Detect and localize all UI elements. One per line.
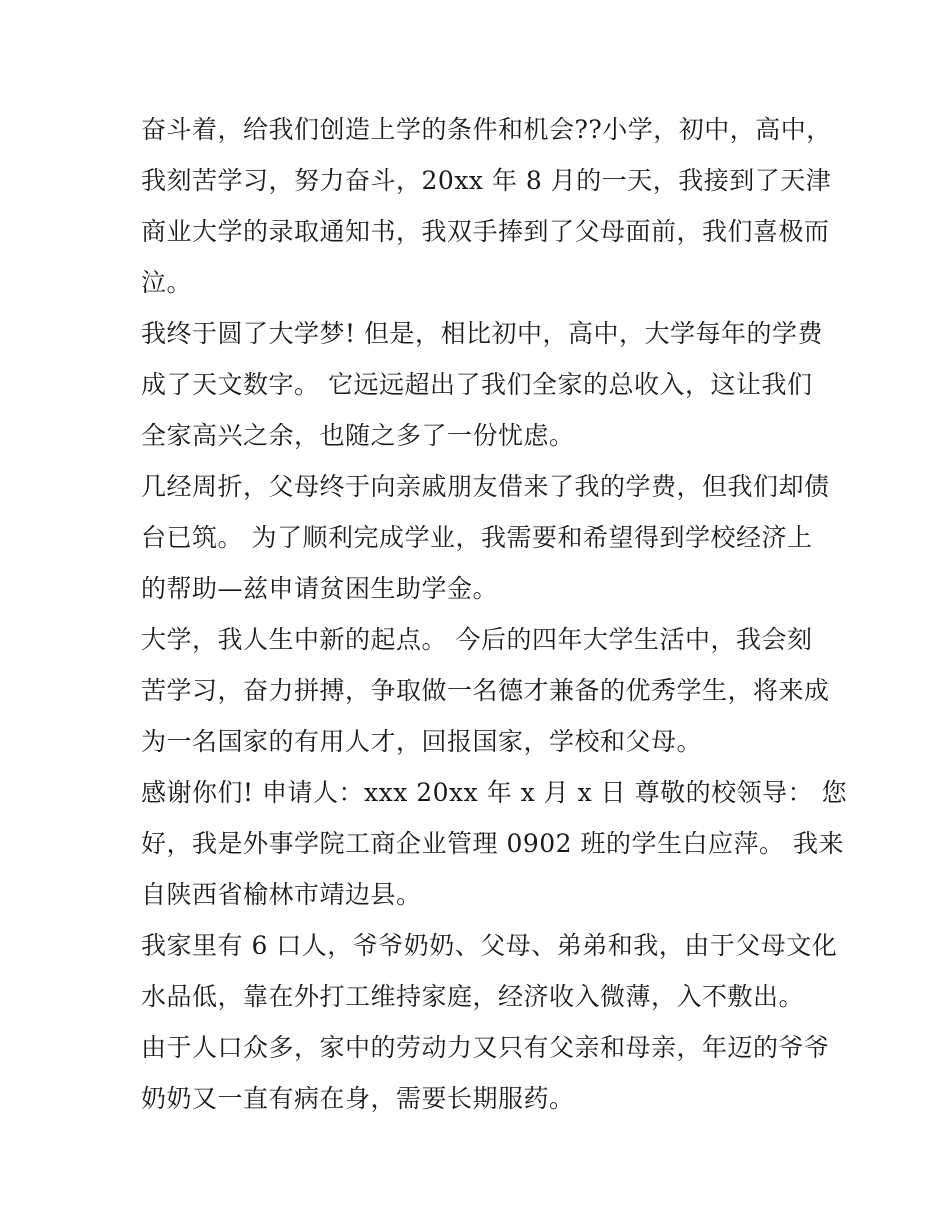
text-line: 成了天文数字。 它远远超出了我们全家的总收入，这让我们	[141, 370, 813, 399]
paragraph-5	[141, 767, 848, 920]
text-line: 大学，我人生中新的起点。 今后的四年大学生活中，我会刻	[141, 625, 813, 654]
text-line: 泣。	[141, 268, 193, 297]
text-line: 几经周折，父母终于向亲戚朋友借来了我的学费，但我们却债	[141, 472, 830, 501]
text-line: 感谢你们! 申请人：xxx 20xx 年 x 月 x 日 尊敬的校领导： 您	[141, 778, 848, 807]
text-line: 为一名国家的有用人才，回报国家，学校和父母。	[141, 727, 703, 756]
text-line: 台已筑。 为了顺利完成学业，我需要和希望得到学校经济上	[141, 523, 813, 552]
text-line: 的帮助—兹申请贫困生助学金。	[141, 574, 499, 603]
text-line: 苦学习，奋力拼搏，争取做一名德才兼备的优秀学生，将来成	[141, 676, 830, 705]
text-line: 由于人口众多，家中的劳动力又只有父亲和母亲，年迈的爷爷	[141, 1033, 830, 1062]
text-line: 全家高兴之余，也随之多了一份忧虑。	[141, 421, 575, 450]
paragraph-2	[141, 308, 821, 461]
paragraph-4	[141, 614, 830, 767]
text-line: 好，我是外事学院工商企业管理 0902 班的学生白应萍。 我来	[141, 829, 844, 858]
text-line: 奋斗着，给我们创造上学的条件和机会??小学，初中，高中，	[141, 115, 832, 144]
document-body	[141, 104, 848, 1124]
text-line: 我终于圆了大学梦! 但是，相比初中，高中，大学每年的学费	[141, 319, 823, 348]
paragraph-6	[141, 920, 838, 1022]
text-line: 我刻苦学习，努力奋斗，20xx 年 8 月的一天，我接到了天津	[141, 166, 832, 195]
paragraph-7	[141, 1022, 830, 1124]
paragraph-1	[141, 104, 832, 308]
paragraph-3	[141, 461, 830, 614]
text-line: 奶奶又一直有病在身，需要长期服药。	[141, 1084, 575, 1113]
text-line: 我家里有 6 口人，爷爷奶奶、父母、弟弟和我，由于父母文化	[141, 931, 838, 960]
text-line: 水品低，靠在外打工维持家庭，经济收入微薄，入不敷出。	[141, 982, 805, 1011]
text-line: 自陕西省榆林市靖边县。	[141, 880, 422, 909]
text-line: 商业大学的录取通知书，我双手捧到了父母面前，我们喜极而	[141, 217, 830, 246]
